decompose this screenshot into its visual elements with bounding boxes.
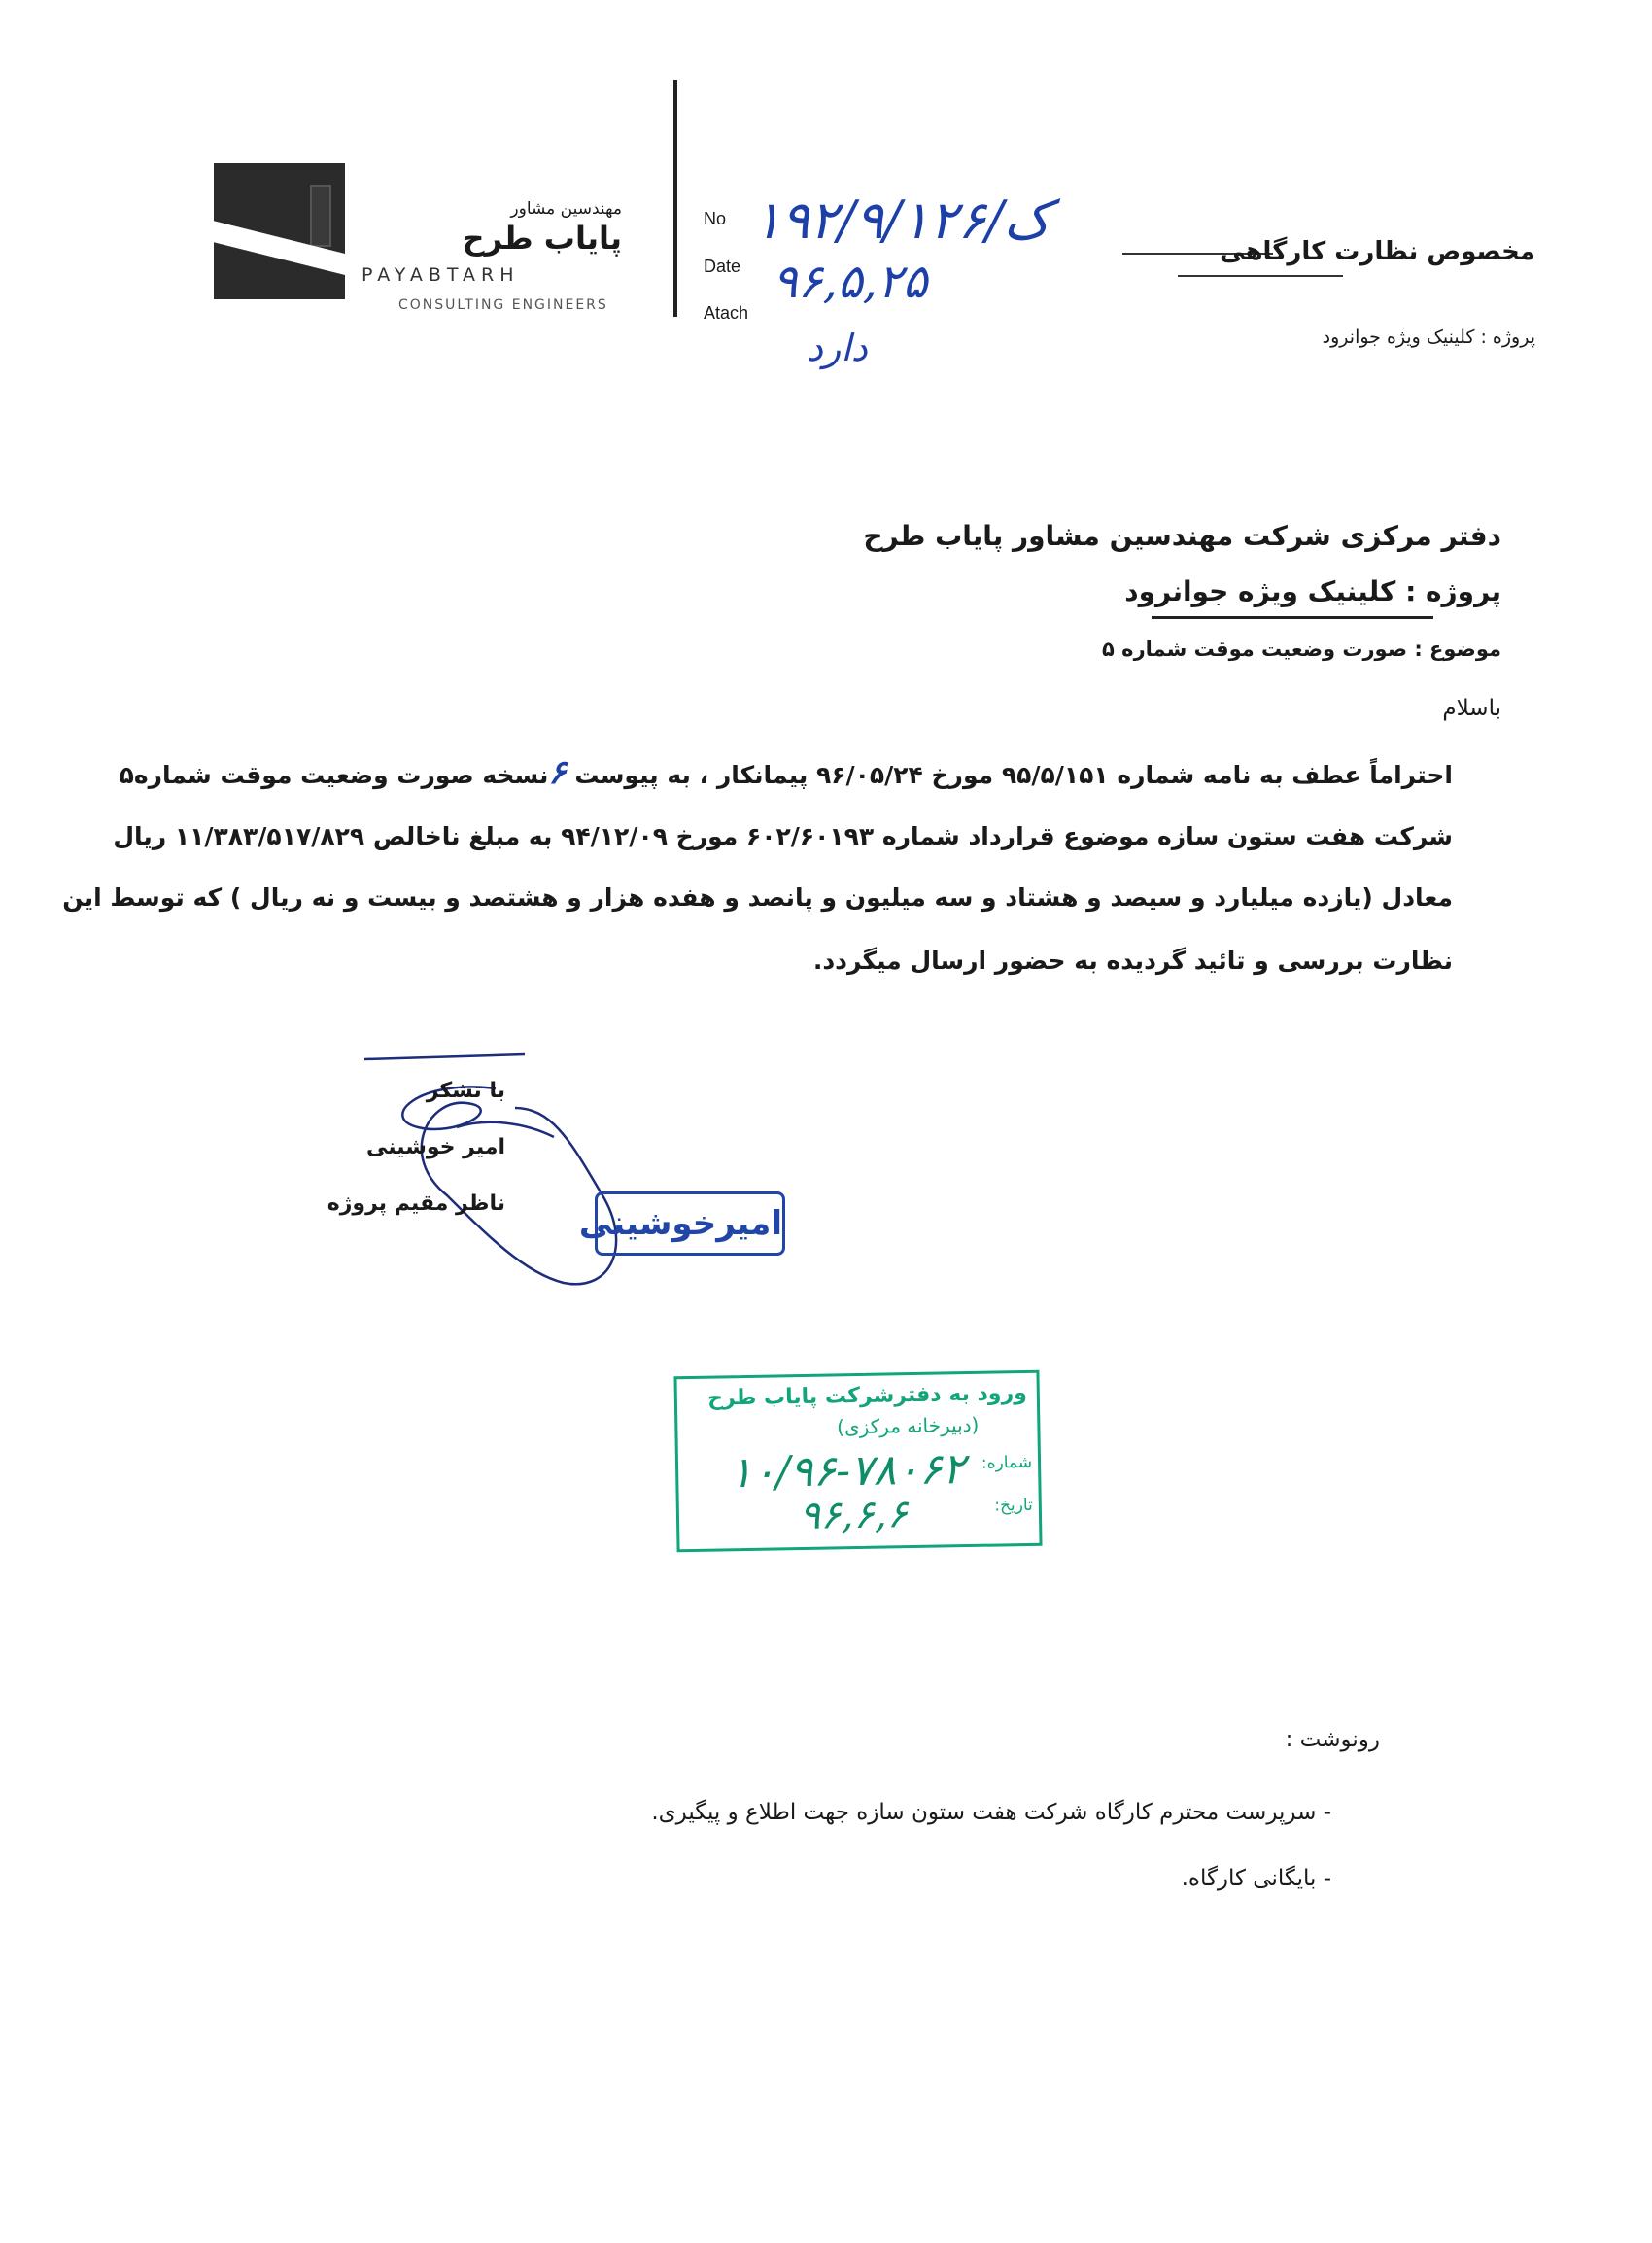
copy-recipient: - سرپرست محترم کارگاه شرکت هفت ستون سازه جهت اطلاع و پیگیری. bbox=[651, 1800, 1331, 1825]
stamp-date-label: تاریخ: bbox=[994, 1495, 1033, 1516]
company-logo-mark bbox=[214, 163, 345, 299]
attachment-value: دارد bbox=[807, 327, 868, 369]
paragraph-line: معادل (یازده میلیارد و سیصد و هشتاد و سه میلیون و پانصد و هفده هزار و هشتصد و بیست و نه ریال ) که توسط این bbox=[62, 883, 1453, 912]
header-project: پروژه : کلینیک ویژه جوانرود bbox=[1322, 327, 1535, 348]
addressee: دفتر مرکزی شرکت مهندسین مشاور پایاب طرح bbox=[863, 520, 1501, 552]
paragraph-text: احتراماً عطف به نامه شماره ۹۵/۵/۱۵۱ مورخ ۹۶/۰۵/۲۴ پیمانکار ، به پیوست bbox=[574, 761, 1453, 789]
paragraph-line: نظارت بررسی و تائید گردیده به حضور ارسال میگردد. bbox=[812, 947, 1453, 975]
copies-title: رونوشت : bbox=[1285, 1727, 1380, 1752]
copy-recipient: - بایگانی کارگاه. bbox=[1181, 1866, 1331, 1891]
copies-count: ۶ bbox=[548, 753, 567, 792]
stamp-date-value: ۹۶,۶,۶ bbox=[799, 1492, 909, 1539]
paragraph-line bbox=[107, 753, 1453, 792]
date-label: Date bbox=[704, 257, 741, 276]
signer-role: ناظر مقیم پروژه bbox=[327, 1191, 505, 1216]
letter-subject: موضوع : صورت وضعیت موقت شماره ۵ bbox=[1102, 638, 1501, 661]
salutation: باسلام bbox=[1442, 696, 1501, 721]
logo-name-en: PAYABTARH bbox=[361, 264, 520, 286]
header-title: مخصوص نظارت کارگاهی bbox=[1220, 237, 1535, 266]
project-underline bbox=[1152, 616, 1433, 619]
header-underline bbox=[1178, 275, 1343, 277]
stamp-line-2: (دبیرخانه مرکزی) bbox=[836, 1412, 980, 1439]
no-label: No bbox=[704, 209, 727, 228]
logo-subtitle-fa: مهندسین مشاور bbox=[510, 199, 622, 219]
paragraph-line: شرکت هفت ستون سازه موضوع قرارداد شماره ۶۰۲/۶۰۱۹۳ مورخ ۹۴/۱۲/۰۹ به مبلغ ناخالص ۱۱/۳۸۳/۵۱۷/۸۲۹ ریال bbox=[113, 822, 1453, 850]
signer-name: امیر خوشینی bbox=[366, 1135, 505, 1159]
letter-project: پروژه : کلینیک ویژه جوانرود bbox=[1124, 575, 1501, 607]
logo-subtitle-en: CONSULTING ENGINEERS bbox=[398, 297, 608, 313]
header-divider bbox=[673, 80, 677, 317]
stamp-line-1: ورود به دفترشرکت پایاب طرح bbox=[706, 1380, 1028, 1411]
signature-closing: با تشکر bbox=[426, 1079, 505, 1103]
stamp-number-value: ۱۰/۹۶-۷۸۰۶۲ bbox=[729, 1444, 966, 1499]
receipt-stamp bbox=[673, 1370, 1042, 1553]
letter-number: ۱۹۲/۹/ک/۱۲۶ bbox=[753, 190, 1050, 251]
logo-name-fa: پایاب طرح bbox=[462, 220, 622, 257]
paragraph-text: نسخه صورت وضعیت موقت شماره۵ bbox=[119, 761, 549, 789]
atach-label: Atach bbox=[704, 303, 749, 323]
letter-date: ۹۶,۵,۲۵ bbox=[773, 255, 928, 309]
name-stamp: امیرخوشینی bbox=[595, 1191, 785, 1256]
stamp-number-label: شماره: bbox=[981, 1452, 1033, 1473]
